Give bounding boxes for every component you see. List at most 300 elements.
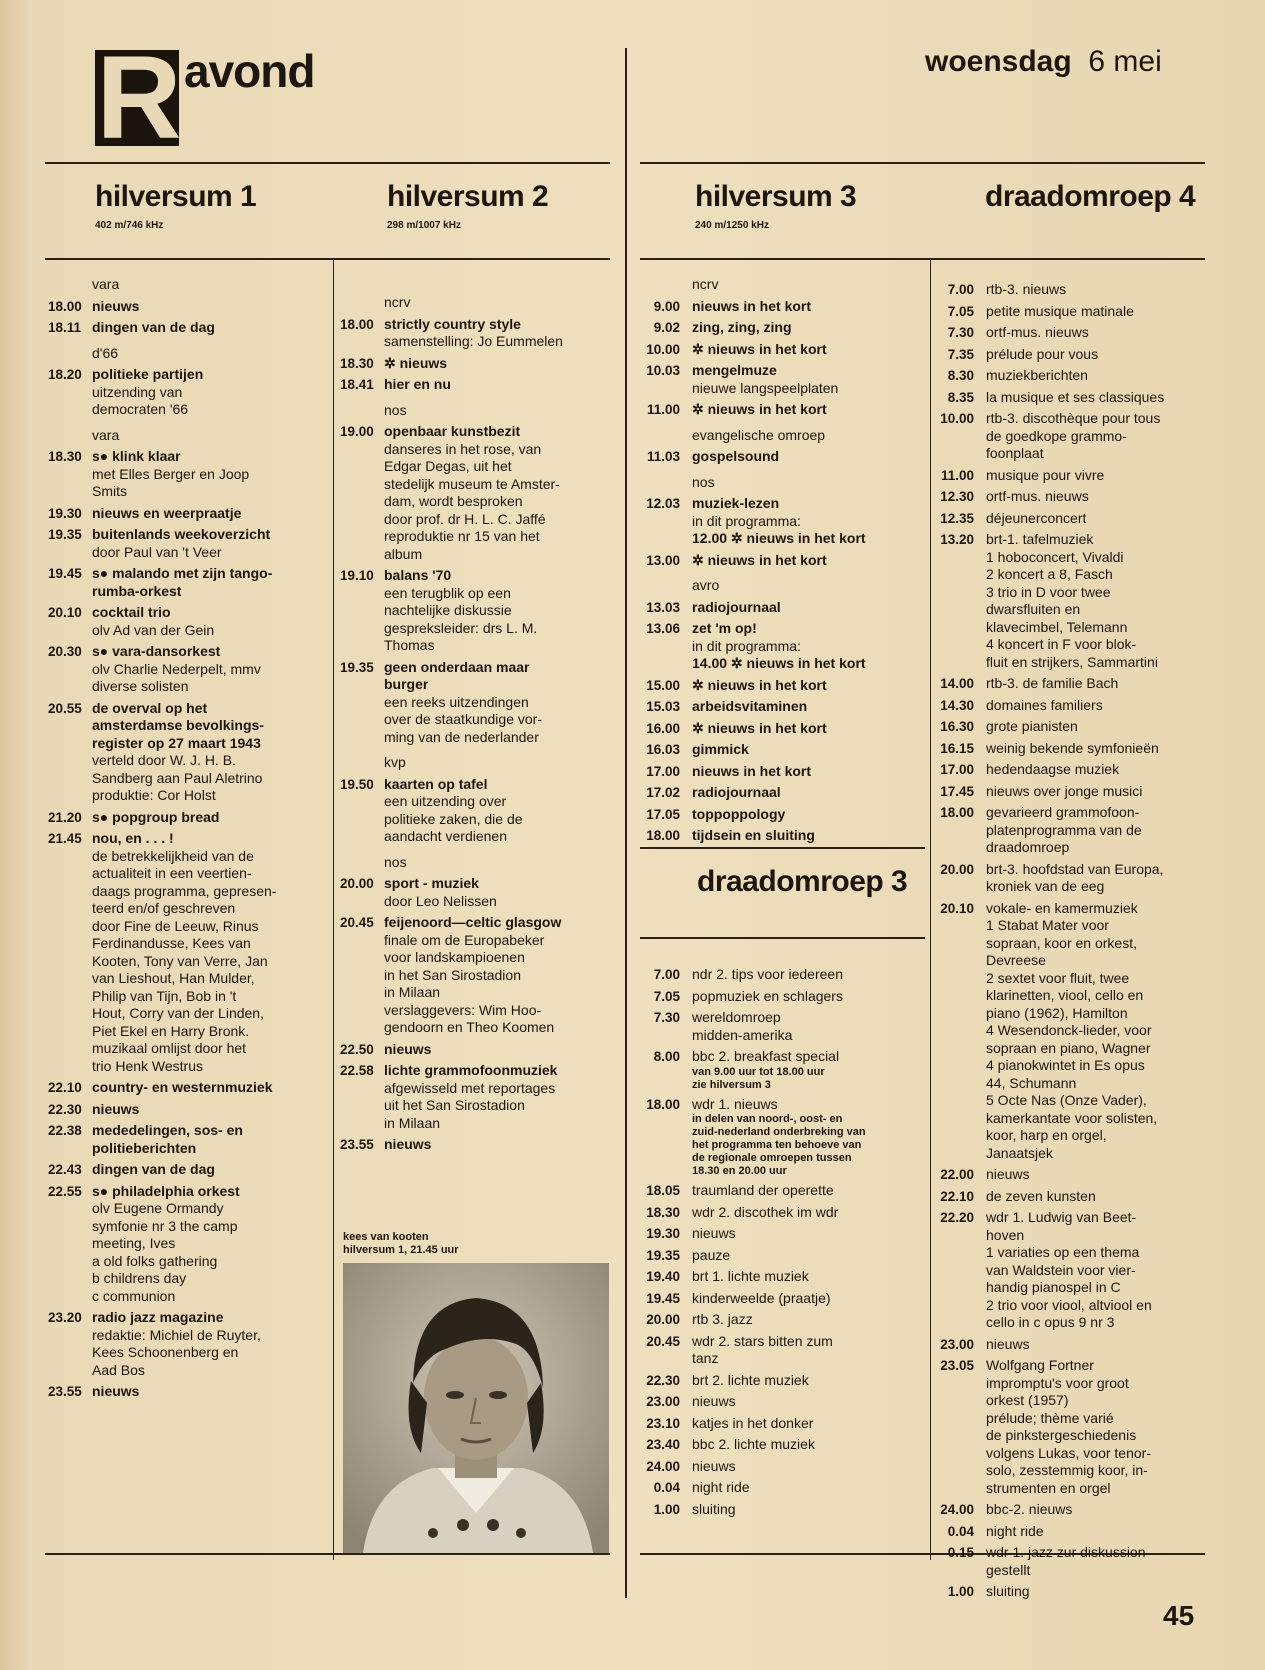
program-entry <box>930 1166 1230 1184</box>
program-entry <box>930 531 1230 671</box>
program-title: ✲ nieuws in het kort <box>692 719 827 736</box>
program-title: sluiting <box>692 1500 736 1517</box>
program-detail: Aad Bos <box>92 1361 145 1378</box>
program-detail: door prof. dr H. L. C. Jaffé <box>384 510 546 527</box>
program-body <box>692 827 926 845</box>
program-title: hedendaagse muziek <box>986 761 1120 777</box>
program-title: ✲ nieuws in het kort <box>692 340 827 357</box>
program-title: nieuws <box>92 1100 140 1117</box>
program-title: dingen van de dag <box>92 319 215 335</box>
program-detail: dam, wordt besproken <box>384 493 523 509</box>
page-number: 45 <box>1163 1600 1195 1631</box>
program-body <box>692 1182 926 1200</box>
program-title: gimmick <box>692 741 749 757</box>
program-title: muziekberichten <box>986 367 1088 383</box>
program-body <box>92 1122 328 1157</box>
program-title: tijdsein en sluiting <box>692 827 815 843</box>
program-note: het programma ten behoeve van <box>692 1139 862 1151</box>
program-body <box>986 804 1230 857</box>
program-body <box>692 1311 926 1329</box>
program-body <box>692 448 926 466</box>
program-time: 0.04 <box>653 1480 680 1495</box>
program-detail: hoven <box>986 1226 1025 1243</box>
program-time: 20.30 <box>48 644 82 659</box>
caption-name: kees van kooten <box>343 1231 429 1243</box>
program-title: zet 'm op! <box>692 620 757 636</box>
program-body <box>986 1523 1230 1541</box>
program-time: 15.00 <box>646 677 680 693</box>
program-time: 24.00 <box>940 1502 974 1517</box>
program-title: radiojournaal <box>692 598 781 615</box>
rule-top-left <box>45 162 610 164</box>
program-time: 20.00 <box>646 1312 680 1327</box>
program-body <box>986 718 1230 736</box>
program-body <box>692 1009 926 1044</box>
program-time: 20.10 <box>940 900 974 916</box>
program-title: ndr 2. tips voor iedereen <box>692 966 843 982</box>
program-title: prélude pour vous <box>986 345 1099 362</box>
program-time: 13.00 <box>646 552 680 568</box>
broadcaster-name: ncrv <box>692 276 719 292</box>
program-time: 23.00 <box>940 1336 974 1352</box>
program-entry <box>48 1101 328 1119</box>
program-detail: daags programma, gepresen- <box>92 882 277 899</box>
program-body <box>692 1268 926 1286</box>
program-entry <box>636 1247 926 1265</box>
program-body <box>692 763 926 781</box>
program-entry <box>930 303 1230 321</box>
program-time: 18.30 <box>48 449 82 464</box>
program-detail: Thomas <box>384 637 435 653</box>
program-entry <box>48 1309 328 1379</box>
program-title: wdr 2. stars bitten zum <box>692 1332 833 1349</box>
program-time: 18.41 <box>340 377 374 392</box>
program-title: petite musique matinale <box>986 302 1134 319</box>
program-body <box>986 488 1230 506</box>
program-body <box>692 988 926 1006</box>
program-body <box>692 1048 926 1092</box>
program-time: 19.50 <box>340 776 374 792</box>
program-title: ortf-mus. nieuws <box>986 488 1089 504</box>
broadcaster-name: nos <box>384 401 407 418</box>
program-body <box>92 604 328 639</box>
program-detail: olv Ad van der Gein <box>92 621 215 638</box>
broadcaster-name: d'66 <box>92 344 119 361</box>
program-body <box>986 389 1230 407</box>
program-entry <box>48 830 328 1075</box>
program-entry <box>636 988 926 1006</box>
time-spacer <box>48 427 92 445</box>
program-entry <box>48 643 328 696</box>
program-title: s● vara-dansorkest <box>92 643 221 659</box>
program-detail: Edgar Degas, uit het <box>384 458 512 474</box>
date: 6 mei <box>1088 45 1162 78</box>
portrait-image <box>343 1263 609 1553</box>
program-body <box>384 1062 622 1132</box>
program-body <box>986 281 1230 299</box>
program-detail: klavecimbel, Telemann <box>986 618 1128 635</box>
program-detail: voor landskampioenen <box>384 949 525 965</box>
program-title: zing, zing, zing <box>692 319 792 335</box>
program-detail: 2 koncert a 8, Fasch <box>986 566 1113 582</box>
program-title: burger <box>384 676 429 692</box>
program-title: nieuws in het kort <box>692 762 812 779</box>
program-entry <box>930 861 1230 896</box>
program-detail: in dit programma: <box>692 512 801 529</box>
program-title: s● philadelphia orkest <box>92 1182 240 1199</box>
center-divider <box>625 48 627 1598</box>
program-time: 18.00 <box>646 828 680 843</box>
program-entry <box>636 1311 926 1329</box>
program-detail: 4 koncert in F voor blok- <box>986 636 1137 652</box>
program-title: nieuws <box>384 1040 432 1057</box>
program-time: 19.45 <box>48 566 82 581</box>
program-title: de overval op het <box>92 699 208 716</box>
program-time: 18.00 <box>340 316 374 332</box>
broadcaster-label <box>48 276 328 294</box>
program-title: wdr 1. jazz zur diskussion <box>986 1544 1146 1560</box>
time-spacer <box>340 754 384 772</box>
program-title: rtb 3. jazz <box>692 1311 753 1327</box>
program-body <box>986 1336 1230 1354</box>
program-detail: symfonie nr 3 the camp <box>92 1217 238 1234</box>
program-body <box>692 720 926 738</box>
program-detail: handig pianospel in C <box>986 1279 1121 1295</box>
program-title: balans '70 <box>384 567 452 583</box>
program-time: 18.05 <box>646 1183 680 1198</box>
station-heading-hilversum-3 <box>695 180 856 231</box>
program-title: mededelingen, sos- en <box>92 1122 243 1138</box>
program-entry <box>636 1009 926 1044</box>
station-name: draadomroep 3 <box>697 865 908 898</box>
program-detail: Philip van Tijn, Bob in 't <box>92 987 237 1004</box>
program-detail: de betrekkelijkheid van de <box>92 847 254 864</box>
program-entry <box>48 298 328 316</box>
program-time: 18.00 <box>48 298 82 314</box>
program-entry <box>636 1372 926 1390</box>
program-title: bbc 2. lichte muziek <box>692 1436 815 1452</box>
program-detail: de goedkope grammo- <box>986 427 1127 444</box>
program-body <box>986 900 1230 1163</box>
program-detail: van Waldstein voor vier- <box>986 1261 1136 1278</box>
program-body <box>92 1101 328 1119</box>
program-body <box>692 401 926 419</box>
program-title: nieuws <box>92 1383 140 1399</box>
program-detail: ming van de nederlander <box>384 728 539 745</box>
program-time: 14.00 <box>940 676 974 691</box>
program-title: ✲ nieuws in het kort <box>692 401 827 417</box>
program-body <box>92 448 328 501</box>
program-body <box>384 875 622 910</box>
program-title: bbc 2. breakfast special <box>692 1048 840 1064</box>
program-detail: diverse solisten <box>92 678 189 694</box>
program-entry <box>930 1336 1230 1354</box>
program-time: 17.05 <box>646 806 680 822</box>
program-detail: gendoorn en Theo Koomen <box>384 1019 555 1035</box>
program-note: zie hilversum 3 <box>692 1078 771 1091</box>
program-title: nieuws <box>692 1225 736 1241</box>
broadcaster-label <box>48 427 328 445</box>
rule-mid-right <box>640 258 1205 260</box>
program-body <box>692 1501 926 1519</box>
program-time: 22.30 <box>646 1372 680 1388</box>
program-title: gevarieerd grammofoon- <box>986 804 1140 820</box>
program-detail: uit het San Sirostadion <box>384 1097 525 1113</box>
program-time: 0.15 <box>947 1545 974 1560</box>
broadcaster-name: kvp <box>384 754 406 770</box>
program-detail: uitzending van <box>92 383 183 400</box>
program-time: 11.03 <box>646 449 680 464</box>
program-body <box>986 1166 1230 1184</box>
program-time: 13.03 <box>646 599 680 615</box>
program-time: 12.03 <box>646 496 680 511</box>
section-title: avond <box>184 45 315 97</box>
program-detail: platenprogramma van de <box>986 821 1142 838</box>
program-body <box>986 1188 1230 1206</box>
program-time: 17.02 <box>646 785 680 800</box>
program-body <box>692 1415 926 1433</box>
program-body <box>692 341 926 359</box>
program-time: 18.00 <box>940 805 974 820</box>
station-heading-draadomroep-4 <box>985 180 1205 214</box>
program-detail: sopraan, koor en orkest, <box>986 934 1137 951</box>
program-time: 19.35 <box>646 1247 680 1263</box>
program-title: arbeidsvitaminen <box>692 698 808 714</box>
broadcaster-name: avro <box>692 577 720 593</box>
program-time: 22.50 <box>340 1041 374 1057</box>
program-detail: fluit en strijkers, Sammartini <box>986 653 1158 670</box>
program-title: lichte grammofoonmuziek <box>384 1062 558 1078</box>
program-time: 14.30 <box>940 697 974 713</box>
program-detail: Janaatsjek <box>986 1144 1053 1161</box>
program-detail: klarinetten, viool, cello en <box>986 987 1144 1003</box>
program-entry <box>340 1062 622 1132</box>
broadcaster-label <box>340 294 622 312</box>
program-time: 16.00 <box>646 720 680 736</box>
program-title: la musique et ses classiques <box>986 388 1165 405</box>
program-entry <box>340 355 622 373</box>
program-entry <box>636 620 926 673</box>
program-detail: kroniek van de eeg <box>986 878 1105 894</box>
time-spacer <box>340 854 384 872</box>
program-body <box>92 643 328 696</box>
program-body <box>92 505 328 523</box>
broadcaster-name: nos <box>384 853 407 870</box>
program-title: déjeunerconcert <box>986 509 1087 526</box>
program-body <box>92 1309 328 1379</box>
program-time: 16.03 <box>646 742 680 757</box>
program-entry <box>636 599 926 617</box>
program-detail: 4 pianokwintet in Es opus <box>986 1057 1145 1073</box>
program-entry <box>340 875 622 910</box>
program-time: 23.05 <box>940 1358 974 1373</box>
program-time: 8.00 <box>653 1049 680 1064</box>
photo-caption <box>343 1231 459 1257</box>
program-title: buitenlands weekoverzicht <box>92 526 271 542</box>
program-detail: een reeks uitzendingen <box>384 693 529 710</box>
program-entry <box>636 1048 926 1092</box>
station-name: draadomroep 4 <box>985 180 1196 213</box>
program-time: 12.30 <box>940 489 974 504</box>
program-entry <box>48 505 328 523</box>
program-entry <box>48 1183 328 1306</box>
program-time: 22.00 <box>940 1167 974 1182</box>
program-detail: in dit programma: <box>692 637 801 654</box>
program-title: ortf-mus. nieuws <box>986 324 1089 340</box>
program-time: 1.00 <box>653 1501 680 1517</box>
program-detail: solo, zesstemmig koor, in- <box>986 1462 1148 1478</box>
program-title: Wolfgang Fortner <box>986 1357 1094 1373</box>
program-body <box>692 1436 926 1454</box>
program-body <box>692 1096 926 1179</box>
program-time: 9.02 <box>653 320 680 335</box>
broadcaster-name: evangelische omroep <box>692 426 826 443</box>
program-title: openbaar kunstbezit <box>384 423 521 439</box>
program-detail: in het San Sirostadion <box>384 966 521 983</box>
program-entry <box>930 488 1230 506</box>
station-name: hilversum 3 <box>695 180 857 213</box>
program-time: 17.00 <box>646 763 680 779</box>
program-title: muziek-lezen <box>692 495 780 511</box>
program-time: 24.00 <box>646 1458 680 1474</box>
program-note: de regionale omroepen tussen <box>692 1152 852 1164</box>
program-entry <box>930 510 1230 528</box>
program-title: nou, en . . . ! <box>92 830 174 846</box>
program-entry <box>48 1079 328 1097</box>
program-title: s● popgroup bread <box>92 808 220 825</box>
program-body <box>986 324 1230 342</box>
program-time: 12.35 <box>940 510 974 526</box>
broadcaster-name: ncrv <box>384 294 411 310</box>
program-body <box>986 410 1230 463</box>
program-detail: trio Henk Westrus <box>92 1057 203 1074</box>
program-detail: Smits <box>92 483 127 499</box>
program-time: 22.20 <box>940 1210 974 1225</box>
program-body <box>986 346 1230 364</box>
program-body <box>986 531 1230 671</box>
program-title: brt 2. lichte muziek <box>692 1371 809 1388</box>
program-entry <box>340 914 622 1037</box>
program-time: 16.30 <box>940 719 974 734</box>
program-detail: Ferdinandusse, Kees van <box>92 935 251 951</box>
program-detail: door Leo Nelissen <box>384 892 497 909</box>
program-title: brt-3. hoofdstad van Europa, <box>986 860 1164 877</box>
program-body <box>92 298 328 316</box>
program-body <box>986 367 1230 385</box>
program-time: 18.30 <box>646 1204 680 1220</box>
program-entry <box>930 675 1230 693</box>
program-detail: tanz <box>692 1350 719 1366</box>
program-body <box>92 809 328 827</box>
program-entry <box>930 1357 1230 1497</box>
program-entry <box>48 565 328 600</box>
program-entry <box>930 761 1230 779</box>
program-detail: stedelijk museum te Amster- <box>384 475 560 492</box>
program-detail: redaktie: Michiel de Ruyter, <box>92 1326 261 1343</box>
program-entry <box>930 1209 1230 1332</box>
program-detail: een uitzending over <box>384 793 507 809</box>
program-time: 17.45 <box>940 783 974 799</box>
program-detail: 1 variaties op een thema <box>986 1244 1140 1260</box>
program-entry <box>636 298 926 316</box>
program-entry <box>636 1479 926 1497</box>
program-title: bbc-2. nieuws <box>986 1501 1073 1517</box>
program-time: 22.10 <box>48 1080 82 1095</box>
program-entry <box>636 677 926 695</box>
program-entry <box>48 526 328 561</box>
program-detail: Kees Schoonenberg en <box>92 1344 239 1360</box>
program-body <box>692 966 926 984</box>
weekday: woensdag <box>925 45 1072 78</box>
program-title: nieuws en weerpraatje <box>92 504 242 521</box>
broadcaster-name: vara <box>92 426 120 443</box>
program-time: 7.30 <box>653 1010 680 1025</box>
program-entry <box>636 827 926 845</box>
program-title: rtb-3. discothèque pour tous <box>986 410 1161 426</box>
program-detail: danseres in het rose, van <box>384 440 542 457</box>
program-title: country- en westernmuziek <box>92 1079 273 1095</box>
program-body <box>384 567 622 655</box>
program-time: 10.03 <box>646 363 680 378</box>
program-body <box>986 1209 1230 1332</box>
program-time: 19.35 <box>48 527 82 542</box>
program-body <box>92 830 328 1075</box>
broadcaster-label <box>340 854 622 872</box>
program-title: pauze <box>692 1246 731 1263</box>
program-time: 22.38 <box>48 1123 82 1138</box>
program-detail: 3 trio in D voor twee <box>986 583 1111 600</box>
program-body <box>384 1041 622 1059</box>
program-body <box>384 1136 622 1154</box>
time-spacer <box>636 474 692 492</box>
program-title: sluiting <box>986 1583 1030 1599</box>
program-time: 19.35 <box>340 659 374 675</box>
program-entry <box>48 1383 328 1401</box>
program-entry <box>48 604 328 639</box>
program-entry <box>636 1182 926 1200</box>
program-time: 7.00 <box>653 967 680 982</box>
program-entry <box>48 809 328 827</box>
program-title: musique pour vivre <box>986 466 1105 483</box>
program-entry <box>48 1122 328 1157</box>
program-detail: gespreksleider: drs L. M. <box>384 619 538 636</box>
program-body <box>692 806 926 824</box>
program-title: nieuws <box>986 1166 1030 1182</box>
program-body <box>92 366 328 419</box>
program-detail: strumenten en orgel <box>986 1479 1111 1496</box>
program-body <box>692 784 926 802</box>
program-time: 7.05 <box>653 988 680 1004</box>
program-entry <box>340 376 622 394</box>
rule-top-right <box>640 162 1205 164</box>
program-title: traumland der operette <box>692 1182 834 1198</box>
station-name: hilversum 1 <box>95 180 257 213</box>
program-body <box>692 1372 926 1390</box>
program-body <box>692 698 926 716</box>
program-entry <box>340 1041 622 1059</box>
program-time: 13.06 <box>646 621 680 636</box>
program-body <box>986 861 1230 896</box>
program-detail: door Paul van 't Veer <box>92 543 222 560</box>
program-title: katjes in het donker <box>692 1414 814 1431</box>
program-time: 9.00 <box>653 298 680 314</box>
program-body <box>986 510 1230 528</box>
program-body <box>384 376 622 394</box>
program-title: amsterdamse bevolkings- <box>92 717 264 733</box>
program-note: van 9.00 uur tot 18.00 uur <box>692 1065 825 1078</box>
program-detail: afgewisseld met reportages <box>384 1079 556 1096</box>
program-entry <box>48 366 328 419</box>
